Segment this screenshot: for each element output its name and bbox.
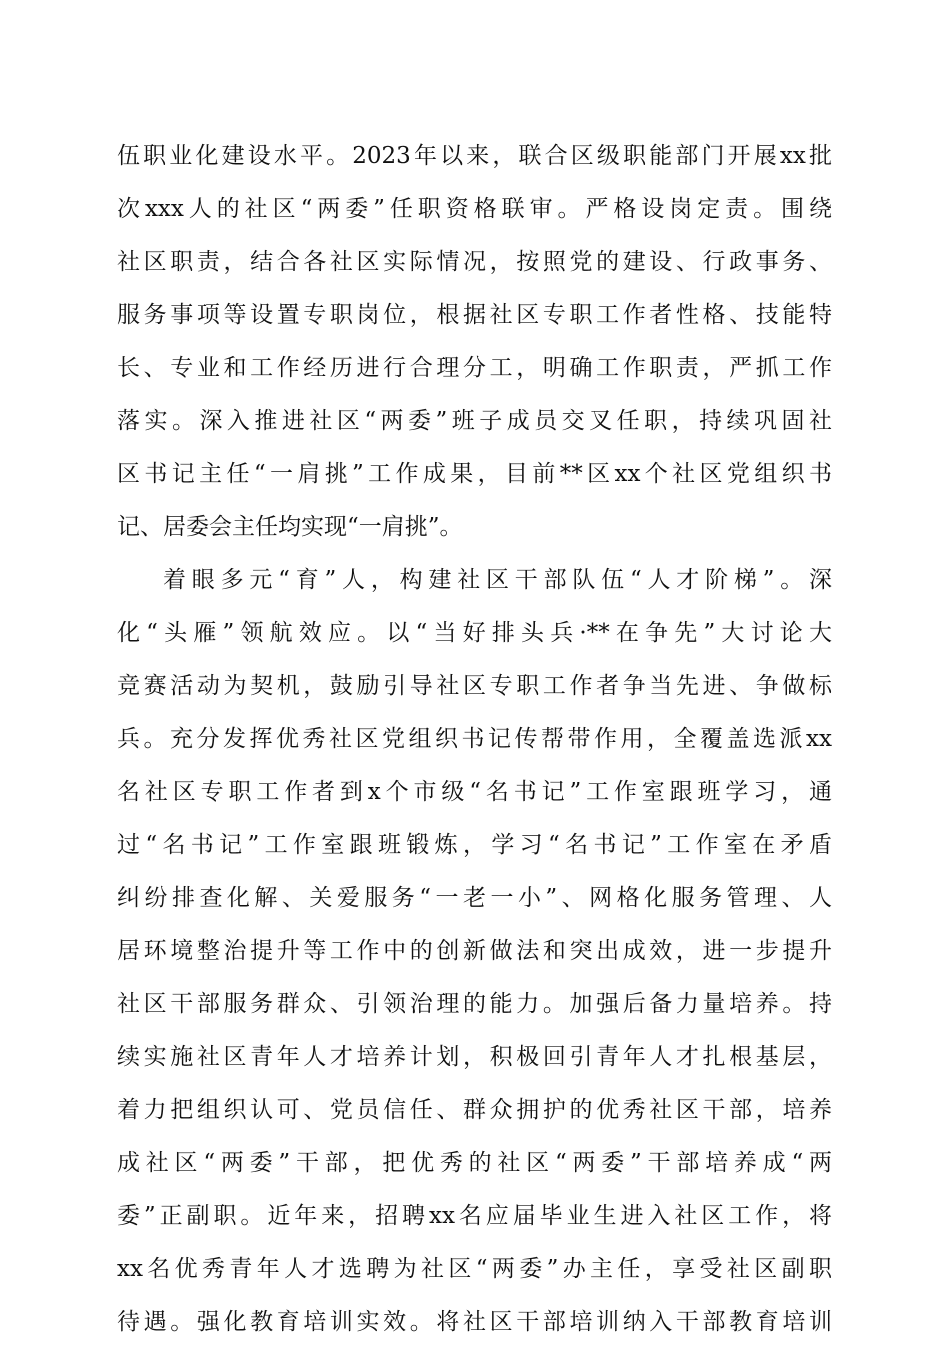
text-line: 居环境整治提升等工作中的创新做法和突出成效，进一步提升 [117,938,832,964]
text-line: 长、专业和工作经历进行合理分工，明确工作职责，严抓工作 [117,355,832,381]
text-line: 伍职业化建设水平。2023年以来，联合区级职能部门开展xx批 [117,143,832,169]
paragraph-1 [117,130,832,554]
text-line: 化“头雁”领航效应。以“当好排头兵·**在争先”大讨论大 [117,620,832,646]
text-line: 兵。充分发挥优秀社区党组织书记传帮带作用，全覆盖选派xx [117,726,832,752]
text-line: 竞赛活动为契机，鼓励引导社区专职工作者争当先进、争做标 [117,673,832,699]
text-line: 社区职责，结合各社区实际情况，按照党的建设、行政事务、 [117,249,832,275]
text-line: 次xxx人的社区“两委”任职资格联审。严格设岗定责。围绕 [117,196,832,222]
text-line: 委”正副职。近年来，招聘xx名应届毕业生进入社区工作，将 [117,1203,832,1229]
text-line: 社区干部服务群众、引领治理的能力。加强后备力量培养。持 [117,991,832,1017]
text-line: 记、居委会主任均实现“一肩挑”。 [117,514,463,540]
body-text [117,130,832,1349]
paragraph-2 [117,554,832,1349]
text-line: 过“名书记”工作室跟班锻炼，学习“名书记”工作室在矛盾 [117,832,832,858]
text-line: 服务事项等设置专职岗位，根据社区专职工作者性格、技能特 [117,302,832,328]
text-line: 落实。深入推进社区“两委”班子成员交叉任职，持续巩固社 [117,408,832,434]
text-line: 纠纷排查化解、关爱服务“一老一小”、网格化服务管理、人 [117,885,832,911]
text-line: 成社区“两委”干部，把优秀的社区“两委”干部培养成“两 [117,1150,832,1176]
text-line: 待遇。强化教育培训实效。将社区干部培训纳入干部教育培训 [117,1309,832,1335]
text-line: xx名优秀青年人才选聘为社区“两委”办主任，享受社区副职 [117,1256,832,1282]
text-line: 续实施社区青年人才培养计划，积极回引青年人才扎根基层， [117,1044,832,1070]
text-line: 着力把组织认可、党员信任、群众拥护的优秀社区干部，培养 [117,1097,832,1123]
text-line: 名社区专职工作者到x个市级“名书记”工作室跟班学习，通 [117,779,832,805]
text-line: 着眼多元“育”人，构建社区干部队伍“人才阶梯”。深 [163,567,832,593]
text-line: 区书记主任“一肩挑”工作成果，目前**区xx个社区党组织书 [117,461,832,487]
